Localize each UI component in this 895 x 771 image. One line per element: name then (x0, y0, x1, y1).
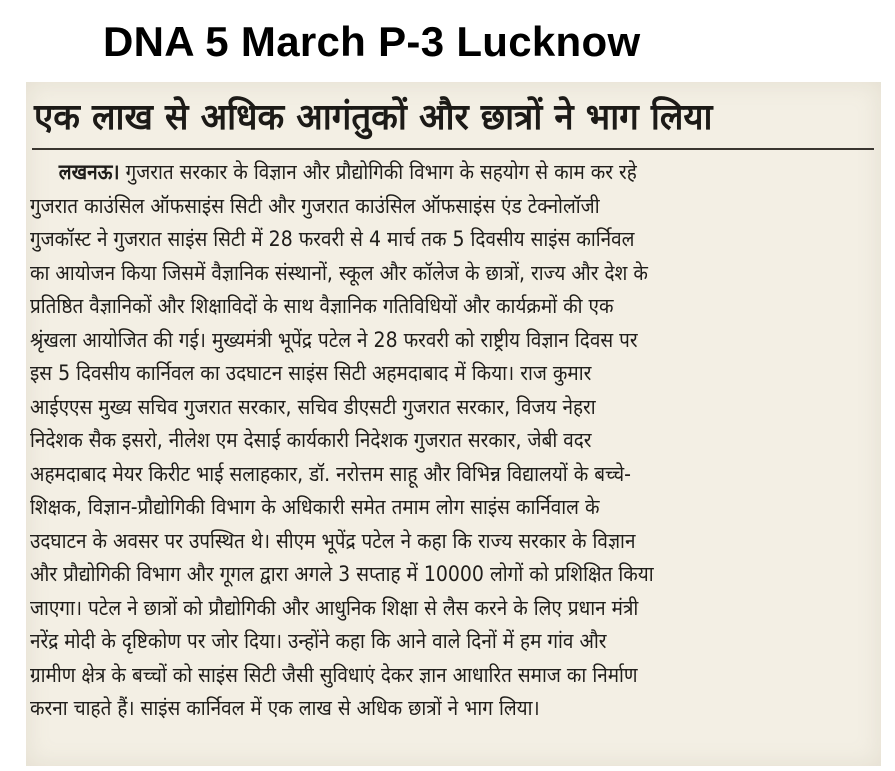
article-line: गुजकॉस्ट ने गुजरात साइंस सिटी में 28 फरवरी से 4 मार्च तक 5 दिवसीय साइंस कार्निवल (30, 227, 635, 251)
article-body (30, 156, 880, 726)
article-line: अहमदाबाद मेयर किरीट भाई सलाहकार, डॉ. नरोत्तम साहू और विभिन्न विद्यालयों के बच्चे- (30, 461, 631, 486)
article-dateline: लखनऊ। (58, 160, 120, 184)
article-line: गुजरात काउंसिल ऑफसाइंस सिटी और गुजरात काउंसिल ऑफसाइंस एंड टेक्नोलॉजी (30, 193, 600, 218)
article-line: निदेशक सैक इसरो, नीलेश एम देसाई कार्यकारी निदेशक गुजरात सरकार, जेबी वदर (30, 428, 592, 452)
article-line: इस 5 दिवसीय कार्निवल का उदघाटन साइंस सिटी अहमदाबाद में किया। राज कुमार (30, 361, 592, 385)
article-line: शिक्षक, विज्ञान-प्रौद्योगिकी विभाग के अधिकारी समेत तमाम लोग साइंस कार्निवाल के (30, 495, 600, 519)
article-line: प्रतिष्ठित वैज्ञानिकों और शिक्षाविदों के साथ वैज्ञानिक गतिविधियों और कार्यक्रमों की एक (30, 294, 614, 318)
article-line: आईएएस मुख्य सचिव गुजरात सरकार, सचिव डीएसटी गुजरात सरकार, विजय नेहरा (30, 394, 596, 419)
article-line: करना चाहते हैं। साइंस कार्निवल में एक लाख से अधिक छात्रों ने भाग लिया। (30, 696, 540, 720)
article-line: उदघाटन के अवसर पर उपस्थित थे। सीएम भूपेंद्र पटेल ने कहा कि राज्य सरकार के विज्ञान (30, 528, 636, 553)
article-line: और प्रौद्योगिकी विभाग और गूगल द्वारा अगले 3 सप्ताह में 10000 लोगों को प्रशिक्षित किया (30, 562, 654, 586)
clipping-caption: DNA 5 March P-3 Lucknow (103, 18, 641, 65)
newspaper-clipping (26, 82, 881, 766)
article-line: श्रृंखला आयोजित की गई। मुख्यमंत्री भूपेंद्र पटेल ने 28 फरवरी को राष्ट्रीय विज्ञान दिवस पर (30, 327, 638, 352)
article-line (30, 156, 795, 190)
headline-divider (32, 148, 874, 150)
article-line-text: गुजरात सरकार के विज्ञान और प्रौद्योगिकी विभाग के सहयोग से काम कर रहे (119, 160, 637, 184)
article-line: नरेंद्र मोदी के दृष्टिकोण पर जोर दिया। उन्होंने कहा कि आने वाले दिनों में हम गांव और (30, 629, 607, 653)
article-headline: एक लाख से अधिक आगंतुकों और छात्रों ने भाग लिया (34, 97, 713, 138)
article-line: जाएगा। पटेल ने छात्रों को प्रौद्योगिकी और आधुनिक शिक्षा से लैस करने के लिए प्रधान मंत्री (30, 595, 639, 620)
article-line: का आयोजन किया जिसमें वैज्ञानिक संस्थानों, स्कूल और कॉलेज के छात्रों, राज्य और देश के (30, 260, 648, 285)
article-line: ग्रामीण क्षेत्र के बच्चों को साइंस सिटी जैसी सुविधाएं देकर ज्ञान आधारित समाज का निर्माण (30, 662, 638, 687)
